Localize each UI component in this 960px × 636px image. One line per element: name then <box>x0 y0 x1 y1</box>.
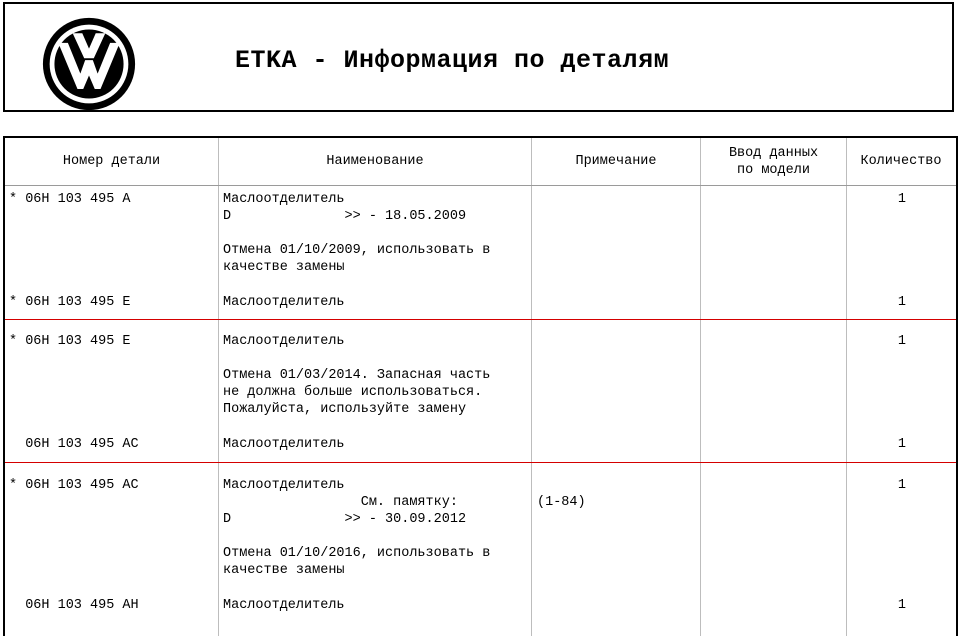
header-divider <box>5 185 956 186</box>
part-remark: качестве замены <box>223 260 345 275</box>
part-number: * 06H 103 495 AC <box>9 478 139 493</box>
part-remark: Отмена 01/10/2009, использовать в <box>223 243 491 258</box>
part-quantity: 1 <box>897 192 906 207</box>
column-header-name: Наименование <box>326 154 424 169</box>
part-quantity: 1 <box>897 334 906 349</box>
part-remark: Отмена 01/03/2014. Запасная часть <box>223 368 491 383</box>
column-header-note: Примечание <box>575 154 657 169</box>
part-number: 06H 103 495 AC <box>9 437 139 452</box>
part-name: Маслоотделитель <box>223 334 345 349</box>
column-header-quantity: Количество <box>860 154 942 169</box>
column-divider <box>218 138 219 636</box>
part-remark: Отмена 01/10/2016, использовать в <box>223 546 491 561</box>
column-divider <box>700 138 701 636</box>
column-divider <box>846 138 847 636</box>
page-header <box>3 2 954 112</box>
page-title: ETKA - Информация по деталям <box>235 46 670 75</box>
part-validity: D >> - 18.05.2009 <box>223 209 467 224</box>
column-divider <box>531 138 532 636</box>
part-name: Маслоотделитель <box>223 598 345 613</box>
part-name: Маслоотделитель <box>223 437 345 452</box>
part-remark: не должна больше использоваться. <box>223 385 483 400</box>
group-separator <box>5 462 956 463</box>
part-number: * 06H 103 495 E <box>9 334 131 349</box>
part-memo: См. памятку: <box>223 495 458 510</box>
part-quantity: 1 <box>897 598 906 613</box>
vw-logo-icon <box>41 16 137 112</box>
part-quantity: 1 <box>897 478 906 493</box>
part-remark: качестве замены <box>223 563 345 578</box>
part-quantity: 1 <box>897 295 906 310</box>
part-name: Маслоотделитель <box>223 295 345 310</box>
part-validity: D >> - 30.09.2012 <box>223 512 467 527</box>
part-name: Маслоотделитель <box>223 478 345 493</box>
column-header-part-number: Номер детали <box>62 154 161 169</box>
part-number: 06H 103 495 AH <box>9 598 139 613</box>
part-quantity: 1 <box>897 437 906 452</box>
part-note: (1-84) <box>537 495 586 510</box>
part-number: * 06H 103 495 E <box>9 295 131 310</box>
part-remark: Пожалуйста, используйте замену <box>223 402 467 417</box>
column-header-model-data: Ввод данных по модели <box>728 145 819 178</box>
group-separator <box>5 319 956 320</box>
parts-table <box>3 136 958 636</box>
part-number: * 06H 103 495 A <box>9 192 131 207</box>
part-name: Маслоотделитель <box>223 192 345 207</box>
